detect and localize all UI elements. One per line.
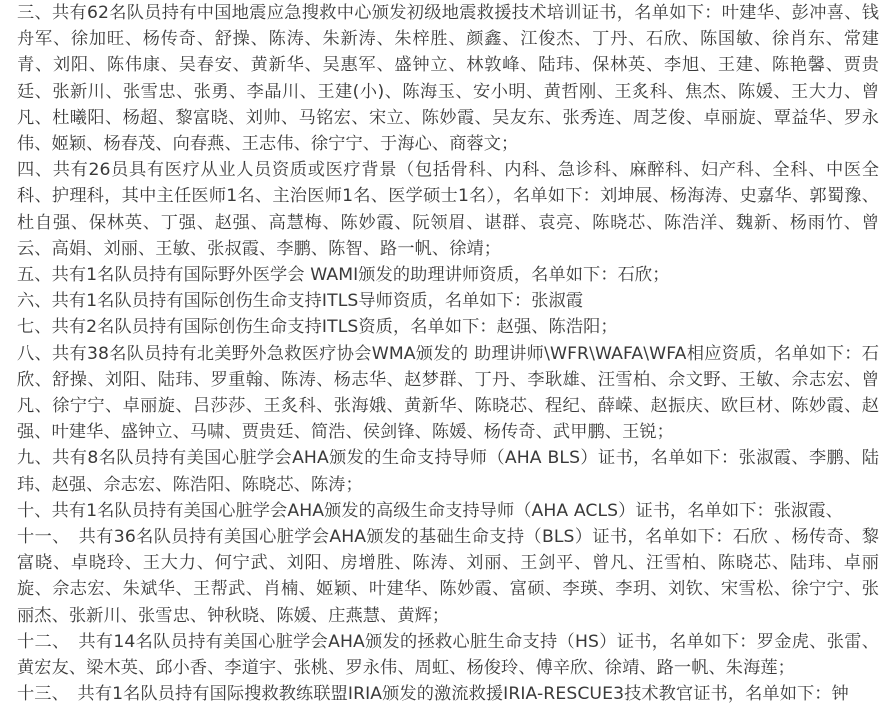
paragraph-13: 十三、 共有1名队员持有国际搜救教练联盟IRIA颁发的激流救援IRIA-RESCUE3技术教官证书，名单如下：钟 (17, 684, 849, 705)
paragraph-10: 十、共有1名队员持有美国心脏学会AHA颁发的高级生命支持导师（AHA ACLS）证书，名单如下：张淑霞、 (17, 500, 843, 521)
document-body (17, 0, 879, 707)
paragraph-3: 三、共有62名队员持有中国地震应急搜救中心颁发初级地震救援技术培训证书，名单如下：叶建华、彭冲喜、钱舟军、徐加旺、杨传奇、舒操、陈涛、朱新涛、朱梓胜、颜鑫、江俊杰、丁丹、石欣、陈国敏、徐肖东、常建青、刘阳、陈伟康、吴春安、黄新华、吴惠军、盛钟立、林敦峰、陆玮、保林英、李旭、王建、陈艳馨、贾贵廷、张新川、张雪忠、张勇、李晶川、王建(小)、陈海玉、安小明、黄哲刚、王炙科、焦杰、陈媛、王大力、曾凡、杜曦阳、杨超、黎富晓、刘帅、马铭宏、宋立、陈妙霞、吴友东、张秀连、周芝俊、卓丽旋、覃益华、罗永伟、姬颖、杨春茂、向春燕、王志伟、徐宁宁、于海心、商蓉文； (17, 3, 879, 155)
paragraph-11: 十一、 共有36名队员持有美国心脏学会AHA颁发的基础生命支持（BLS）证书，名单如下：石欣 、杨传奇、黎富晓、卓晓玲、王大力、何宁武、刘阳、房增胜、陈涛、刘丽、王剑平、曾凡、汪雪柏、陈晓芯、陆玮、卓丽旋、佘志宏、朱斌华、王帮武、肖楠、姬颖、叶建华、陈妙霞、富硕、李瑛、李玥、刘钦、宋雪松、徐宁宁、张丽杰、张新川、张雪忠、钟秋晓、陈媛、庄燕慧、黄辉； (17, 527, 879, 626)
paragraph-5: 五、共有1名队员持有国际野外医学会 WAMI颁发的助理讲师资质，名单如下：石欣； (17, 265, 670, 286)
paragraph-12: 十二、 共有14名队员持有美国心脏学会AHA颁发的拯救心脏生命支持（HS）证书，名单如下：罗金虎、张雷、黄宏友、梁木英、邱小香、李道宇、张桃、罗永伟、周虹、杨俊玲、傅辛欣、徐靖、路一帆、朱海莲； (17, 631, 879, 679)
paragraph-8: 八、共有38名队员持有北美野外急救医疗协会WMA颁发的 助理讲师\WFR\WAFA\WFA相应资质，名单如下：石欣、舒操、刘阳、陆玮、罗重翰、陈涛、杨志华、赵梦群、丁丹、李耿雄、汪雪柏、佘文野、王敏、佘志宏、曾凡、徐宁宁、卓丽旋、吕莎莎、王炙科、张海娥、黄新华、陈晓芯、程纪、薛嵘、赵振庆、欧巨材、陈妙霞、赵强、叶建华、盛钟立、马啸、贾贵廷、简浩、侯剑锋、陈媛、杨传奇、武甲鹏、王锐； (17, 343, 879, 443)
paragraph-6: 六、共有1名队员持有国际创伤生命支持ITLS导师资质，名单如下：张淑霞 (17, 291, 584, 312)
paragraph-7: 七、共有2名队员持有国际创伤生命支持ITLS资质，名单如下：赵强、陈浩阳； (17, 317, 618, 338)
paragraph-9: 九、共有8名队员持有美国心脏学会AHA颁发的生命支持导师（AHA BLS）证书，名单如下：张淑霞、李鹏、陆玮、赵强、佘志宏、陈浩阳、陈晓芯、陈涛； (17, 448, 879, 495)
paragraph-4: 四、共有26员具有医疗从业人员资质或医疗背景（包括骨科、内科、急诊科、麻醉科、妇产科、全科、中医全科、护理科，其中主任医师1名、主治医师1名、医学硕士1名），名单如下：刘坤展、杨海涛、史嘉华、郭蜀豫、杜自强、保林英、丁强、赵强、高慧梅、陈妙霞、阮领眉、谌群、袁亮、陈晓芯、陈浩洋、魏新、杨雨竹、曾云、高娟、刘丽、王敏、张叔霞、李鹏、陈智、路一帆、徐靖； (17, 160, 879, 259)
